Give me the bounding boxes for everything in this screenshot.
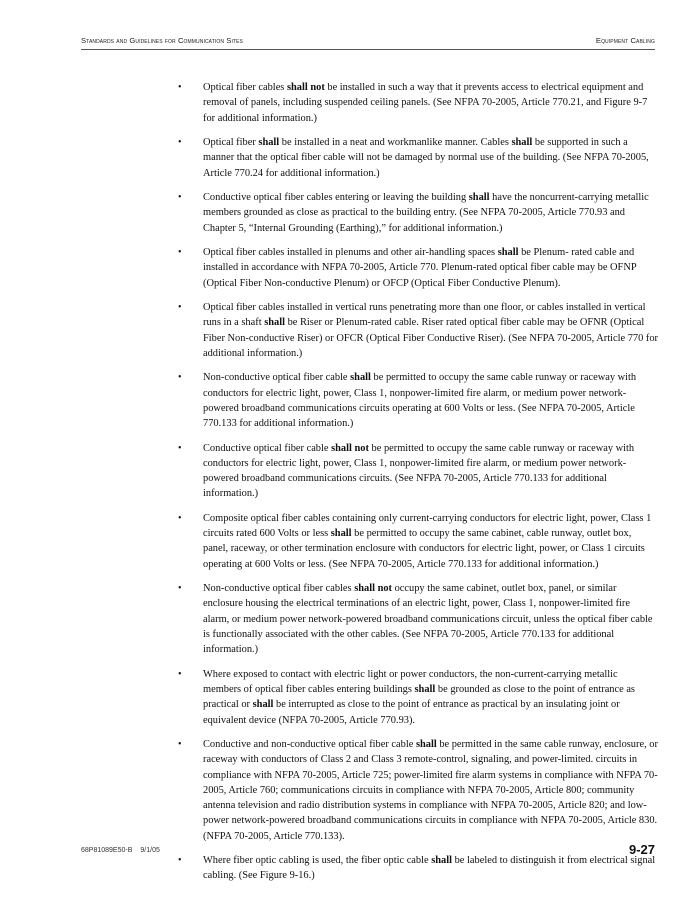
bullet-item bbox=[178, 441, 658, 502]
bullet-text: Conductive optical fiber cables entering or leaving the building bbox=[203, 191, 469, 203]
bullet-text: occupy the same cabinet, outlet box, panel, or similar enclosure housing the electrical terminations of an electric light, power, Class 1, nonpower-limited fire alarm, or medium power network-powered broadband communications circuit, unless the optical fiber cable is functionally associated with the other cables. (See NFPA 70-2005, Article 770.133 for additional information.) bbox=[203, 583, 653, 656]
bullet-text: Where fiber optic cabling is used, the fiber optic cable bbox=[203, 855, 432, 867]
bold-keyword: shall bbox=[415, 738, 437, 750]
bullet-item bbox=[178, 581, 658, 657]
bullet-item bbox=[178, 667, 658, 728]
bold-keyword: shall bbox=[264, 317, 285, 329]
bullet-text: Non-conductive optical fiber cable bbox=[203, 372, 351, 384]
bold-keyword: shall bbox=[350, 372, 371, 384]
bullet-item bbox=[178, 80, 658, 126]
bullet-item bbox=[178, 245, 658, 291]
bold-keyword: shall bbox=[252, 699, 274, 711]
header-left-title: Standards and Guidelines for Communication Sites bbox=[81, 36, 243, 45]
bullet-item bbox=[178, 370, 658, 431]
bullet-text: be supported in such a manner that the optical fiber cable will not be damaged by normal use of the building. (See NFPA 70-2005, Article 770.24 for additional information.) bbox=[203, 136, 649, 179]
bullet-text: be labeled to distinguish it from electrical signal cabling. (See Figure 9-16.) bbox=[203, 855, 656, 882]
bullet-text: be installed in such a way that it prevents access to electrical equipment and removal of panels, including suspended ceiling panels. (See NFPA 70-2005, Article 770.21, and Figure 9-7 for additional information.) bbox=[203, 82, 648, 124]
bullet-item bbox=[178, 300, 658, 361]
bullet-text: be Plenum- rated cable and installed in accordance with NFPA 70-2005, Article 770. Plenum-rated optical fiber cable may be OFNP (Optical Fiber Non-conductive Plenum) or OFCP (Optical Fiber Conductive Plenum). bbox=[203, 246, 637, 289]
bullet-text: be grounded as close to the point of entrance as practical or bbox=[203, 683, 635, 711]
bold-keyword: shall bbox=[497, 246, 519, 258]
bullet-item bbox=[178, 135, 658, 181]
bullet-item bbox=[178, 190, 658, 236]
bullet-text: Composite optical fiber cables containing only current-carrying conductors for electric light, power, Class 1 circuits rated 600 Volts or less bbox=[203, 512, 652, 540]
bullet-text: Optical fiber bbox=[203, 136, 259, 148]
header-divider bbox=[81, 49, 655, 50]
bullet-text: Optical fiber cables installed in vertical runs penetrating more than one floor, or cables installed in vertical runs in a shaft bbox=[203, 301, 646, 329]
header-right-title: Equipment Cabling bbox=[595, 36, 655, 45]
bold-keyword: shall bbox=[330, 528, 352, 540]
bold-keyword: shall bbox=[468, 191, 490, 203]
bold-keyword: shall not bbox=[354, 583, 393, 595]
doc-number: 68P81089E50-B bbox=[81, 847, 133, 854]
bullet-text: Conductive optical fiber cable bbox=[203, 442, 332, 454]
bold-keyword: shall not bbox=[286, 82, 325, 93]
bold-keyword: shall bbox=[511, 136, 533, 148]
bullet-text: Optical fiber cables bbox=[203, 82, 287, 93]
bullet-item bbox=[178, 511, 658, 572]
doc-date: 9/1/05 bbox=[140, 847, 160, 854]
bullet-text: be permitted in the same cable runway, enclosure, or raceway with conductors of Class 2 and Class 3 remote-control, signaling, and power-limited. circuits in compliance with NFPA 70-2005, Article 725; power-limited fire alarm systems in compliance with NFPA 70-2005, Article 760; communications circuits in compliance with NFPA 70-2005, Article 800; community antenna television and radio distribution systems in compliance with NFPA 70-2005, Article 820; and low-power network-powered broadband communications circuits in compliance with NFPA 70-2005, Article 830. (NFPA 70-2005, Article 770.133). bbox=[203, 738, 658, 842]
bullet-item bbox=[178, 737, 658, 844]
bullet-text: Optical fiber cables installed in plenums and other air-handling spaces bbox=[203, 246, 498, 258]
bold-keyword: shall bbox=[258, 136, 280, 148]
footer-doc-info bbox=[81, 847, 160, 854]
bullet-text: be permitted to occupy the same cable runway or raceway with conductors for electric light, power, Class 1, nonpower-limited fire alarm, or medium power network-powered broadband communications circuits. (See NFPA 70-2005, Article 770.133 for additional information.) bbox=[203, 442, 635, 500]
bold-keyword: shall bbox=[431, 855, 453, 867]
bullet-item bbox=[178, 853, 658, 884]
bullet-text: be interrupted as close to the point of entrance as practical by an insulating joint or equivalent device (NFPA 70-2005, Article 770.93). bbox=[203, 699, 620, 726]
bullet-text: Non-conductive optical fiber cables bbox=[203, 583, 355, 595]
bullet-text: Conductive and non-conductive optical fiber cable bbox=[203, 738, 416, 750]
bullet-text: be installed in a neat and workmanlike manner. Cables bbox=[279, 136, 512, 148]
page-number: 9-27 bbox=[628, 842, 655, 857]
bullet-text: be permitted to occupy the same cable runway or raceway with conductors for electric light, power, Class 1, nonpower-limited fire alarm, or medium power network-powered broadband communications circuits operating at 600 Volts or less. (See NFPA 70-2005, Article 770.133 for additional information.) bbox=[203, 372, 637, 430]
bullet-list bbox=[178, 80, 658, 893]
bullet-text: have the noncurrent-carrying metallic members grounded as close as practical to the building entry. (See NFPA 70-2005, Article 770.93 and Chapter 5, “Internal Grounding (Earthing),” for additional information.) bbox=[203, 191, 649, 234]
bullet-text: Where exposed to contact with electric light or power conductors, the non-current-carrying metallic members of optical fiber cables entering buildings bbox=[203, 668, 618, 695]
bold-keyword: shall not bbox=[331, 442, 369, 454]
bullet-text: be Riser or Plenum-rated cable. Riser rated optical fiber cable may be OFNR (Optical Fiber Non-conductive Riser) or OFCR (Optical Fiber Conductive Riser). (See NFPA 70-2005, Article 770 for additional information.) bbox=[203, 317, 659, 359]
bullet-text: be permitted to occupy the same cabinet, cable runway, outlet box, panel, raceway, or other termination enclosure with conductors for electric light, power, or Class 1 circuits operating at 600 Volts or less. (See NFPA 70-2005, Article 770.133 for additional information.) bbox=[203, 528, 645, 570]
bold-keyword: shall bbox=[414, 683, 436, 695]
